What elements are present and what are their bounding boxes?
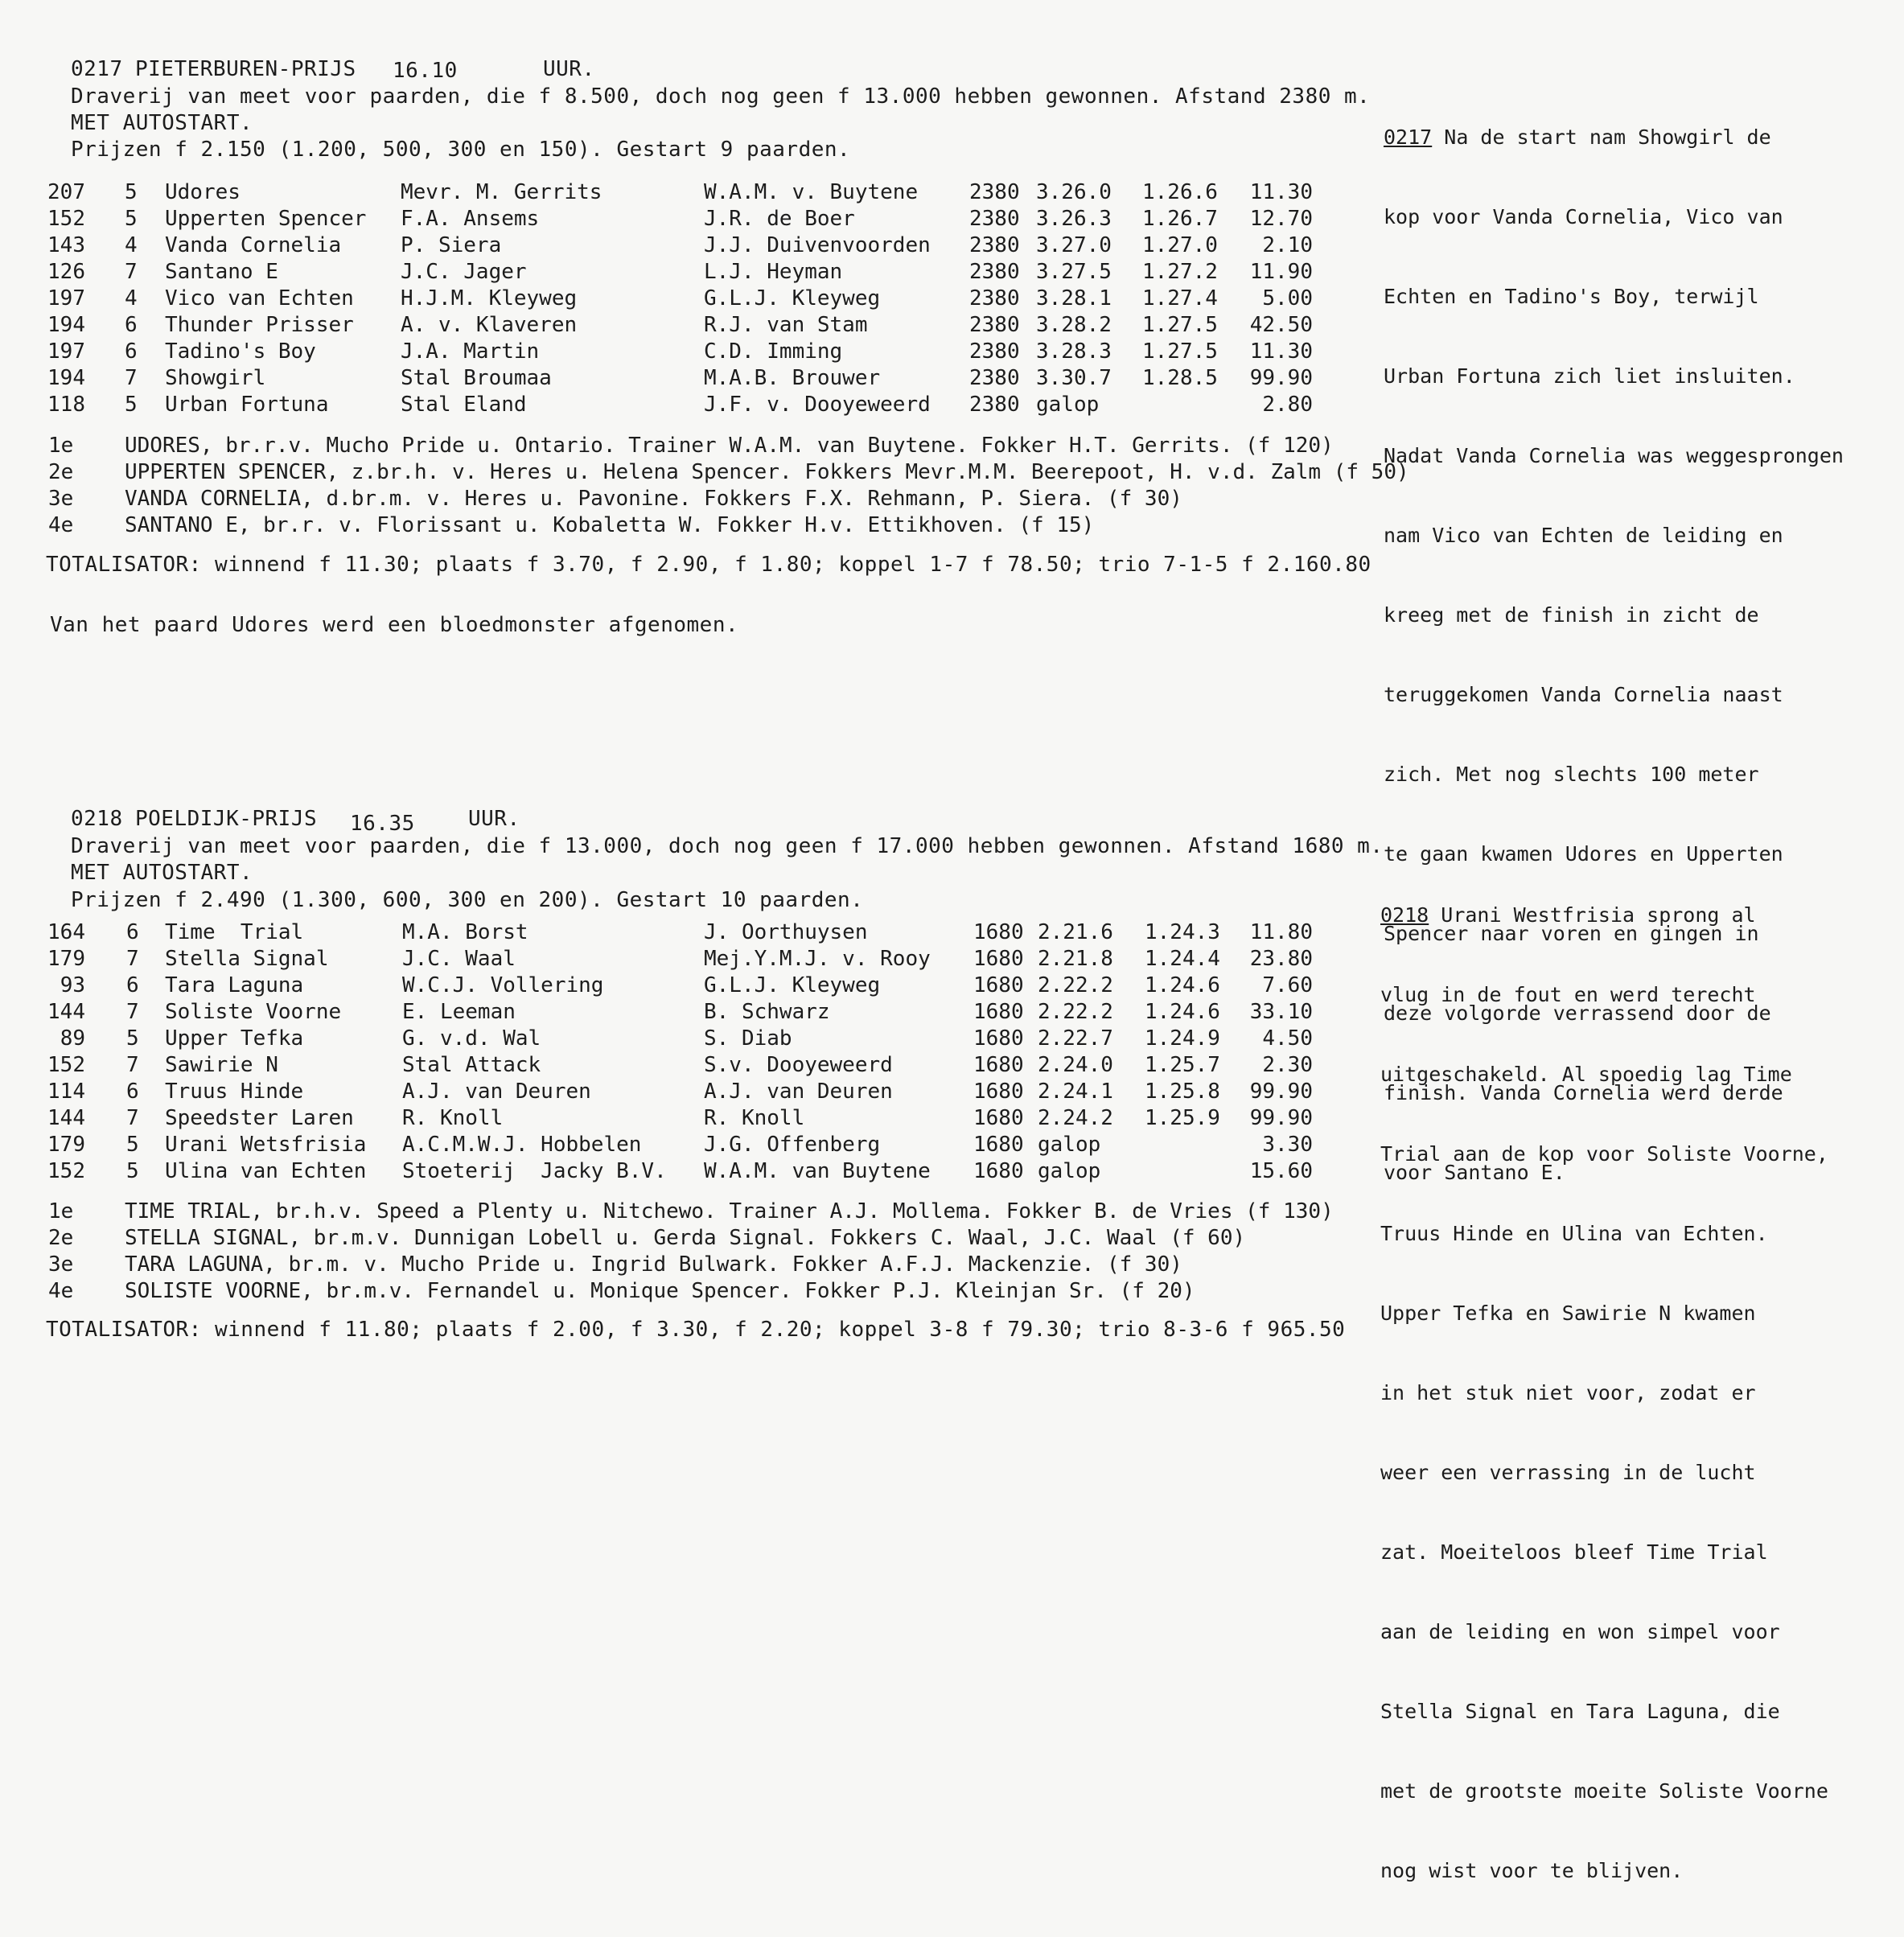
runner-driver: J.J. Duivenvoorden (704, 233, 931, 257)
placing-position: 2e (48, 460, 74, 484)
runner-km-time: 1.25.9 (1145, 1106, 1220, 1130)
runner-driver: A.J. van Deuren (704, 1080, 893, 1104)
race-report-line: deze volgorde verrassend door de (1384, 1001, 1771, 1025)
runner-km-time: 1.26.7 (1142, 207, 1218, 231)
race-report-line: met de grootste moeite Soliste Voorne (1380, 1779, 1828, 1803)
runner-distance: 1680 (973, 1159, 1024, 1183)
runner-owner: W.C.J. Vollering (402, 973, 604, 997)
race-code: 0217 (71, 57, 123, 81)
race-note: Van het paard Udores werd een bloedmonster afgenomen. (50, 613, 739, 637)
runner-time: 3.28.3 (1036, 339, 1112, 364)
race-report-line: in het stuk niet voor, zodat er (1380, 1381, 1756, 1404)
table-row (0, 365, 1367, 392)
placing-description: VANDA CORNELIA, d.br.m. v. Heres u. Pavonine. Fokkers F.X. Rehmann, P. Siera. (f 30) (125, 487, 1182, 511)
race-report-line: kreeg met de finish in zicht de (1384, 603, 1759, 627)
table-row (0, 339, 1367, 365)
runner-distance: 1680 (973, 1026, 1024, 1051)
totalisator: TOTALISATOR: winnend f 11.30; plaats f 3.70, f 2.90, f 1.80; koppel 1-7 f 78.50; trio 7-1-5 f 2.160.80 (46, 553, 1371, 577)
runner-horse: Showgirl (165, 366, 266, 390)
race-report-line: aan de leiding en won simpel voor (1380, 1620, 1780, 1643)
runner-horse: Thunder Prisser (165, 313, 354, 337)
runner-horse: Soliste Voorne (165, 1000, 342, 1024)
runner-distance: 1680 (973, 1106, 1024, 1130)
runner-owner: A. v. Klaveren (401, 313, 578, 337)
runner-horse: Ulina van Echten (165, 1159, 367, 1183)
runner-time: 3.28.2 (1036, 313, 1112, 337)
runner-horse: Time Trial (165, 920, 304, 944)
runner-owner: R. Knoll (402, 1106, 504, 1130)
runner-owner: J.A. Martin (401, 339, 540, 364)
runner-odds: 99.90 (1249, 1080, 1313, 1104)
race-name: PIETERBUREN-PRIJS (135, 57, 356, 81)
runner-owner: J.C. Waal (402, 947, 516, 971)
runner-number: 89 (60, 1026, 85, 1051)
runner-number: 179 (47, 947, 85, 971)
runner-driver: J.F. v. Dooyeweerd (704, 393, 931, 417)
runner-horse: Sawirie N (165, 1053, 278, 1077)
race-prizes: Prijzen f 2.490 (1.300, 600, 300 en 200). Gestart 10 paarden. (71, 888, 864, 912)
runner-odds: 2.80 (1262, 393, 1313, 417)
runner-age: 6 (126, 1080, 139, 1104)
runner-age: 5 (126, 1133, 139, 1157)
table-row (0, 1132, 1367, 1158)
runner-age: 5 (125, 207, 138, 231)
runner-horse: Upper Tefka (165, 1026, 304, 1051)
runner-age: 7 (126, 1053, 139, 1077)
runner-number: 144 (47, 1106, 85, 1130)
runner-horse: Tadino's Boy (165, 339, 316, 364)
race-report-line: vlug in de fout en werd terecht (1380, 983, 1756, 1006)
race-report-line: voor Santano E. (1384, 1161, 1565, 1184)
runner-driver: J.G. Offenberg (704, 1133, 881, 1157)
runner-distance: 2380 (969, 207, 1020, 231)
runner-horse: Vico van Echten (165, 286, 354, 310)
runner-time: galop (1038, 1133, 1101, 1157)
race-report-line: Trial aan de kop voor Soliste Voorne, (1380, 1142, 1828, 1166)
table-row (0, 999, 1367, 1026)
runner-number: 143 (47, 233, 85, 257)
runner-distance: 2380 (969, 233, 1020, 257)
runner-number: 144 (47, 1000, 85, 1024)
runner-number: 126 (47, 260, 85, 284)
runner-odds: 11.30 (1249, 339, 1313, 364)
runner-owner: Stal Eland (401, 393, 527, 417)
race-report-line: Nadat Vanda Cornelia was weggesprongen (1384, 444, 1844, 467)
runner-owner: E. Leeman (402, 1000, 516, 1024)
runner-horse: Vanda Cornelia (165, 233, 342, 257)
runner-number: 194 (47, 366, 85, 390)
race-time: 16.10 (393, 59, 458, 83)
runner-time: 3.27.0 (1036, 233, 1112, 257)
table-row (0, 946, 1367, 973)
table-row (0, 179, 1367, 206)
runner-age: 6 (126, 973, 139, 997)
runner-number: 207 (47, 180, 85, 204)
placing-position: 4e (48, 1279, 74, 1303)
placing-position: 3e (48, 1252, 74, 1277)
runner-driver: R.J. van Stam (704, 313, 868, 337)
runner-age: 7 (125, 260, 138, 284)
placing-description: TIME TRIAL, br.h.v. Speed a Plenty u. Nitchewo. Trainer A.J. Mollema. Fokker B. de Vries (f 130) (125, 1199, 1334, 1223)
runner-distance: 1680 (973, 973, 1024, 997)
runner-driver: C.D. Imming (704, 339, 843, 364)
runner-owner: M.A. Borst (402, 920, 528, 944)
runner-odds: 7.60 (1262, 973, 1313, 997)
runner-driver: Mej.Y.M.J. v. Rooy (704, 947, 931, 971)
race-report-line: Echten en Tadino's Boy, terwijl (1384, 285, 1759, 308)
runner-age: 7 (126, 1106, 139, 1130)
runner-time: 2.24.1 (1038, 1080, 1113, 1104)
runner-km-time: 1.25.8 (1145, 1080, 1220, 1104)
runner-horse: Urani Wetsfrisia (165, 1133, 367, 1157)
race-report-line: zich. Met nog slechts 100 meter (1384, 763, 1759, 786)
runner-age: 5 (126, 1159, 139, 1183)
runner-time: 3.30.7 (1036, 366, 1112, 390)
runner-owner: A.C.M.W.J. Hobbelen (402, 1133, 642, 1157)
runner-time: 2.24.2 (1038, 1106, 1113, 1130)
runner-horse: Upperten Spencer (165, 207, 367, 231)
runner-number: 197 (47, 339, 85, 364)
runner-odds: 12.70 (1249, 207, 1313, 231)
runner-time: 3.26.3 (1036, 207, 1112, 231)
race-report-line: Spencer naar voren en gingen in (1384, 922, 1759, 945)
runner-odds: 15.60 (1249, 1159, 1313, 1183)
race-conditions: Draverij van meet voor paarden, die f 13.000, doch nog geen f 17.000 hebben gewonnen. Afstand 1680 m. (71, 834, 1384, 858)
race-time-unit: UUR. (543, 57, 595, 81)
runner-driver: G.L.J. Kleyweg (704, 973, 881, 997)
table-row (0, 312, 1367, 339)
runner-distance: 1680 (973, 1080, 1024, 1104)
placing-description: SOLISTE VOORNE, br.m.v. Fernandel u. Monique Spencer. Fokker P.J. Kleinjan Sr. (f 20) (125, 1279, 1195, 1303)
race-report (1380, 849, 1828, 1937)
runner-owner: A.J. van Deuren (402, 1080, 591, 1104)
runner-time: 2.21.6 (1038, 920, 1113, 944)
runner-driver: L.J. Heyman (704, 260, 843, 284)
runner-number: 118 (47, 393, 85, 417)
runner-driver: B. Schwarz (704, 1000, 830, 1024)
runner-owner: G. v.d. Wal (402, 1026, 541, 1051)
runner-distance: 1680 (973, 947, 1024, 971)
placing-position: 2e (48, 1226, 74, 1250)
table-row (0, 286, 1367, 312)
race-report-line: Stella Signal en Tara Laguna, die (1380, 1700, 1780, 1723)
runner-odds: 33.10 (1249, 1000, 1313, 1024)
runner-distance: 1680 (973, 1053, 1024, 1077)
race-name: POELDIJK-PRIJS (135, 807, 318, 831)
runner-km-time: 1.25.7 (1145, 1053, 1220, 1077)
runner-distance: 2380 (969, 260, 1020, 284)
race-start-type: MET AUTOSTART. (71, 861, 253, 885)
runner-odds: 99.90 (1249, 366, 1313, 390)
runner-age: 6 (126, 920, 139, 944)
runner-km-time: 1.24.4 (1145, 947, 1220, 971)
placing-position: 1e (48, 1199, 74, 1223)
runner-km-time: 1.24.6 (1145, 1000, 1220, 1024)
runner-driver: W.A.M. van Buytene (704, 1159, 931, 1183)
runner-odds: 99.90 (1249, 1106, 1313, 1130)
runner-time: 2.22.2 (1038, 1000, 1113, 1024)
runner-km-time: 1.28.5 (1142, 366, 1218, 390)
runner-odds: 23.80 (1249, 947, 1313, 971)
runner-odds: 11.80 (1249, 920, 1313, 944)
table-row (0, 1052, 1367, 1079)
race-report-code: 0218 (1380, 903, 1429, 927)
runner-distance: 2380 (969, 313, 1020, 337)
runner-odds: 2.10 (1262, 233, 1313, 257)
runner-driver: W.A.M. v. Buytene (704, 180, 919, 204)
table-row (0, 232, 1367, 259)
race-report-line: teruggekomen Vanda Cornelia naast (1384, 683, 1783, 706)
runner-distance: 1680 (973, 1000, 1024, 1024)
runner-driver: S.v. Dooyeweerd (704, 1053, 893, 1077)
race-prizes: Prijzen f 2.150 (1.200, 500, 300 en 150). Gestart 9 paarden. (71, 138, 851, 162)
runner-km-time: 1.24.9 (1145, 1026, 1220, 1051)
runner-km-time: 1.27.5 (1142, 313, 1218, 337)
runner-owner: P. Siera (401, 233, 502, 257)
runner-number: 152 (47, 207, 85, 231)
table-row (0, 1079, 1367, 1105)
runner-distance: 2380 (969, 286, 1020, 310)
runner-time: 3.27.5 (1036, 260, 1112, 284)
runner-number: 93 (60, 973, 85, 997)
runner-odds: 11.90 (1249, 260, 1313, 284)
race-report-line: Na de start nam Showgirl de (1432, 125, 1771, 149)
runner-km-time: 1.27.4 (1142, 286, 1218, 310)
runner-owner: Mevr. M. Gerrits (401, 180, 602, 204)
race-report-line: finish. Vanda Cornelia werd derde (1384, 1081, 1783, 1104)
runner-odds: 11.30 (1249, 180, 1313, 204)
race-code: 0218 (71, 807, 123, 831)
race-report-line: zat. Moeiteloos bleef Time Trial (1380, 1540, 1768, 1564)
runner-time: 3.28.1 (1036, 286, 1112, 310)
runner-distance: 1680 (973, 920, 1024, 944)
runner-time: 2.21.8 (1038, 947, 1113, 971)
runner-time: galop (1036, 393, 1100, 417)
runner-age: 4 (125, 233, 138, 257)
race-report-line: nog wist voor te blijven. (1380, 1859, 1684, 1882)
runner-horse: Urban Fortuna (165, 393, 329, 417)
runner-age: 6 (125, 339, 138, 364)
runner-owner: J.C. Jager (401, 260, 527, 284)
runner-time: 2.24.0 (1038, 1053, 1113, 1077)
race-report-line: Upper Tefka en Sawirie N kwamen (1380, 1302, 1756, 1325)
race-report-line: Urani Westfrisia sprong al (1429, 903, 1756, 927)
runner-number: 194 (47, 313, 85, 337)
runner-driver: G.L.J. Kleyweg (704, 286, 881, 310)
race-report-line: Urban Fortuna zich liet insluiten. (1384, 364, 1795, 388)
runner-driver: M.A.B. Brouwer (704, 366, 881, 390)
runner-number: 152 (47, 1159, 85, 1183)
runner-km-time: 1.27.5 (1142, 339, 1218, 364)
runner-horse: Speedster Laren (165, 1106, 354, 1130)
runner-owner: Stoeterij Jacky B.V. (402, 1159, 667, 1183)
race-start-type: MET AUTOSTART. (71, 111, 253, 135)
runner-number: 114 (47, 1080, 85, 1104)
runner-distance: 2380 (969, 180, 1020, 204)
runner-time: 3.26.0 (1036, 180, 1112, 204)
table-row (0, 1158, 1367, 1185)
runner-driver: J. Oorthuysen (704, 920, 868, 944)
runner-number: 197 (47, 286, 85, 310)
runner-horse: Stella Signal (165, 947, 329, 971)
race-report-line: nam Vico van Echten de leiding en (1384, 524, 1783, 547)
table-row (0, 206, 1367, 232)
runner-km-time: 1.24.6 (1145, 973, 1220, 997)
runner-km-time: 1.27.0 (1142, 233, 1218, 257)
runner-horse: Udores (165, 180, 241, 204)
race-report-line: weer een verrassing in de lucht (1380, 1461, 1756, 1484)
runner-time: 2.22.7 (1038, 1026, 1113, 1051)
runner-horse: Santano E (165, 260, 278, 284)
placing-description: UDORES, br.r.v. Mucho Pride u. Ontario. Trainer W.A.M. van Buytene. Fokker H.T. Gerrits. (f 120) (125, 434, 1334, 458)
totalisator: TOTALISATOR: winnend f 11.80; plaats f 2.00, f 3.30, f 2.20; koppel 3-8 f 79.30; trio 8-3-6 f 965.50 (46, 1318, 1346, 1342)
table-row (0, 973, 1367, 999)
table-row (0, 259, 1367, 286)
placing-description: SANTANO E, br.r. v. Florissant u. Kobaletta W. Fokker H.v. Ettikhoven. (f 15) (125, 513, 1095, 537)
runner-number: 179 (47, 1133, 85, 1157)
runner-km-time: 1.27.2 (1142, 260, 1218, 284)
race-report-line: te gaan kwamen Udores en Upperten (1384, 842, 1783, 866)
runner-distance: 2380 (969, 339, 1020, 364)
runner-odds: 3.30 (1262, 1133, 1313, 1157)
runner-odds: 5.00 (1262, 286, 1313, 310)
race-time: 16.35 (350, 812, 415, 836)
runner-driver: S. Diab (704, 1026, 792, 1051)
runner-odds: 4.50 (1262, 1026, 1313, 1051)
table-row (0, 392, 1367, 418)
runner-driver: R. Knoll (704, 1106, 805, 1130)
runner-time: galop (1038, 1159, 1101, 1183)
runner-owner: F.A. Ansems (401, 207, 540, 231)
race-report-code: 0217 (1384, 125, 1433, 149)
placing-description: UPPERTEN SPENCER, z.br.h. v. Heres u. Helena Spencer. Fokkers Mevr.M.M. Beerepoot, H. v.d. Zalm (f 50) (125, 460, 1409, 484)
runner-driver: J.R. de Boer (704, 207, 855, 231)
runner-age: 7 (126, 947, 139, 971)
runner-distance: 2380 (969, 393, 1020, 417)
runner-odds: 2.30 (1262, 1053, 1313, 1077)
runner-age: 6 (125, 313, 138, 337)
runner-number: 152 (47, 1053, 85, 1077)
runner-age: 5 (126, 1026, 139, 1051)
placing-position: 1e (48, 434, 74, 458)
table-row (0, 919, 1367, 946)
runner-owner: Stal Broumaa (401, 366, 552, 390)
runner-owner: Stal Attack (402, 1053, 541, 1077)
placing-position: 4e (48, 513, 74, 537)
runner-age: 5 (125, 393, 138, 417)
runner-owner: H.J.M. Kleyweg (401, 286, 578, 310)
table-row (0, 1105, 1367, 1132)
runner-number: 164 (47, 920, 85, 944)
runner-distance: 2380 (969, 366, 1020, 390)
runner-age: 7 (125, 366, 138, 390)
runner-odds: 42.50 (1249, 313, 1313, 337)
race-report-line: kop voor Vanda Cornelia, Vico van (1384, 205, 1783, 228)
race-report-line: uitgeschakeld. Al spoedig lag Time (1380, 1063, 1792, 1086)
runner-distance: 1680 (973, 1133, 1024, 1157)
race-report-line: Truus Hinde en Ulina van Echten. (1380, 1222, 1768, 1245)
table-row (0, 1026, 1367, 1052)
runner-horse: Tara Laguna (165, 973, 304, 997)
runner-horse: Truus Hinde (165, 1080, 304, 1104)
race-time-unit: UUR. (468, 807, 520, 831)
runner-time: 2.22.2 (1038, 973, 1113, 997)
runner-age: 5 (125, 180, 138, 204)
runner-km-time: 1.24.3 (1145, 920, 1220, 944)
race-conditions: Draverij van meet voor paarden, die f 8.500, doch nog geen f 13.000 hebben gewonnen. Afstand 2380 m. (71, 84, 1371, 109)
placing-position: 3e (48, 487, 74, 511)
runner-age: 7 (126, 1000, 139, 1024)
placing-description: STELLA SIGNAL, br.m.v. Dunnigan Lobell u. Gerda Signal. Fokkers C. Waal, J.C. Waal (f 60) (125, 1226, 1246, 1250)
runner-km-time: 1.26.6 (1142, 180, 1218, 204)
placing-description: TARA LAGUNA, br.m. v. Mucho Pride u. Ingrid Bulwark. Fokker A.F.J. Mackenzie. (f 30) (125, 1252, 1182, 1277)
runner-age: 4 (125, 286, 138, 310)
